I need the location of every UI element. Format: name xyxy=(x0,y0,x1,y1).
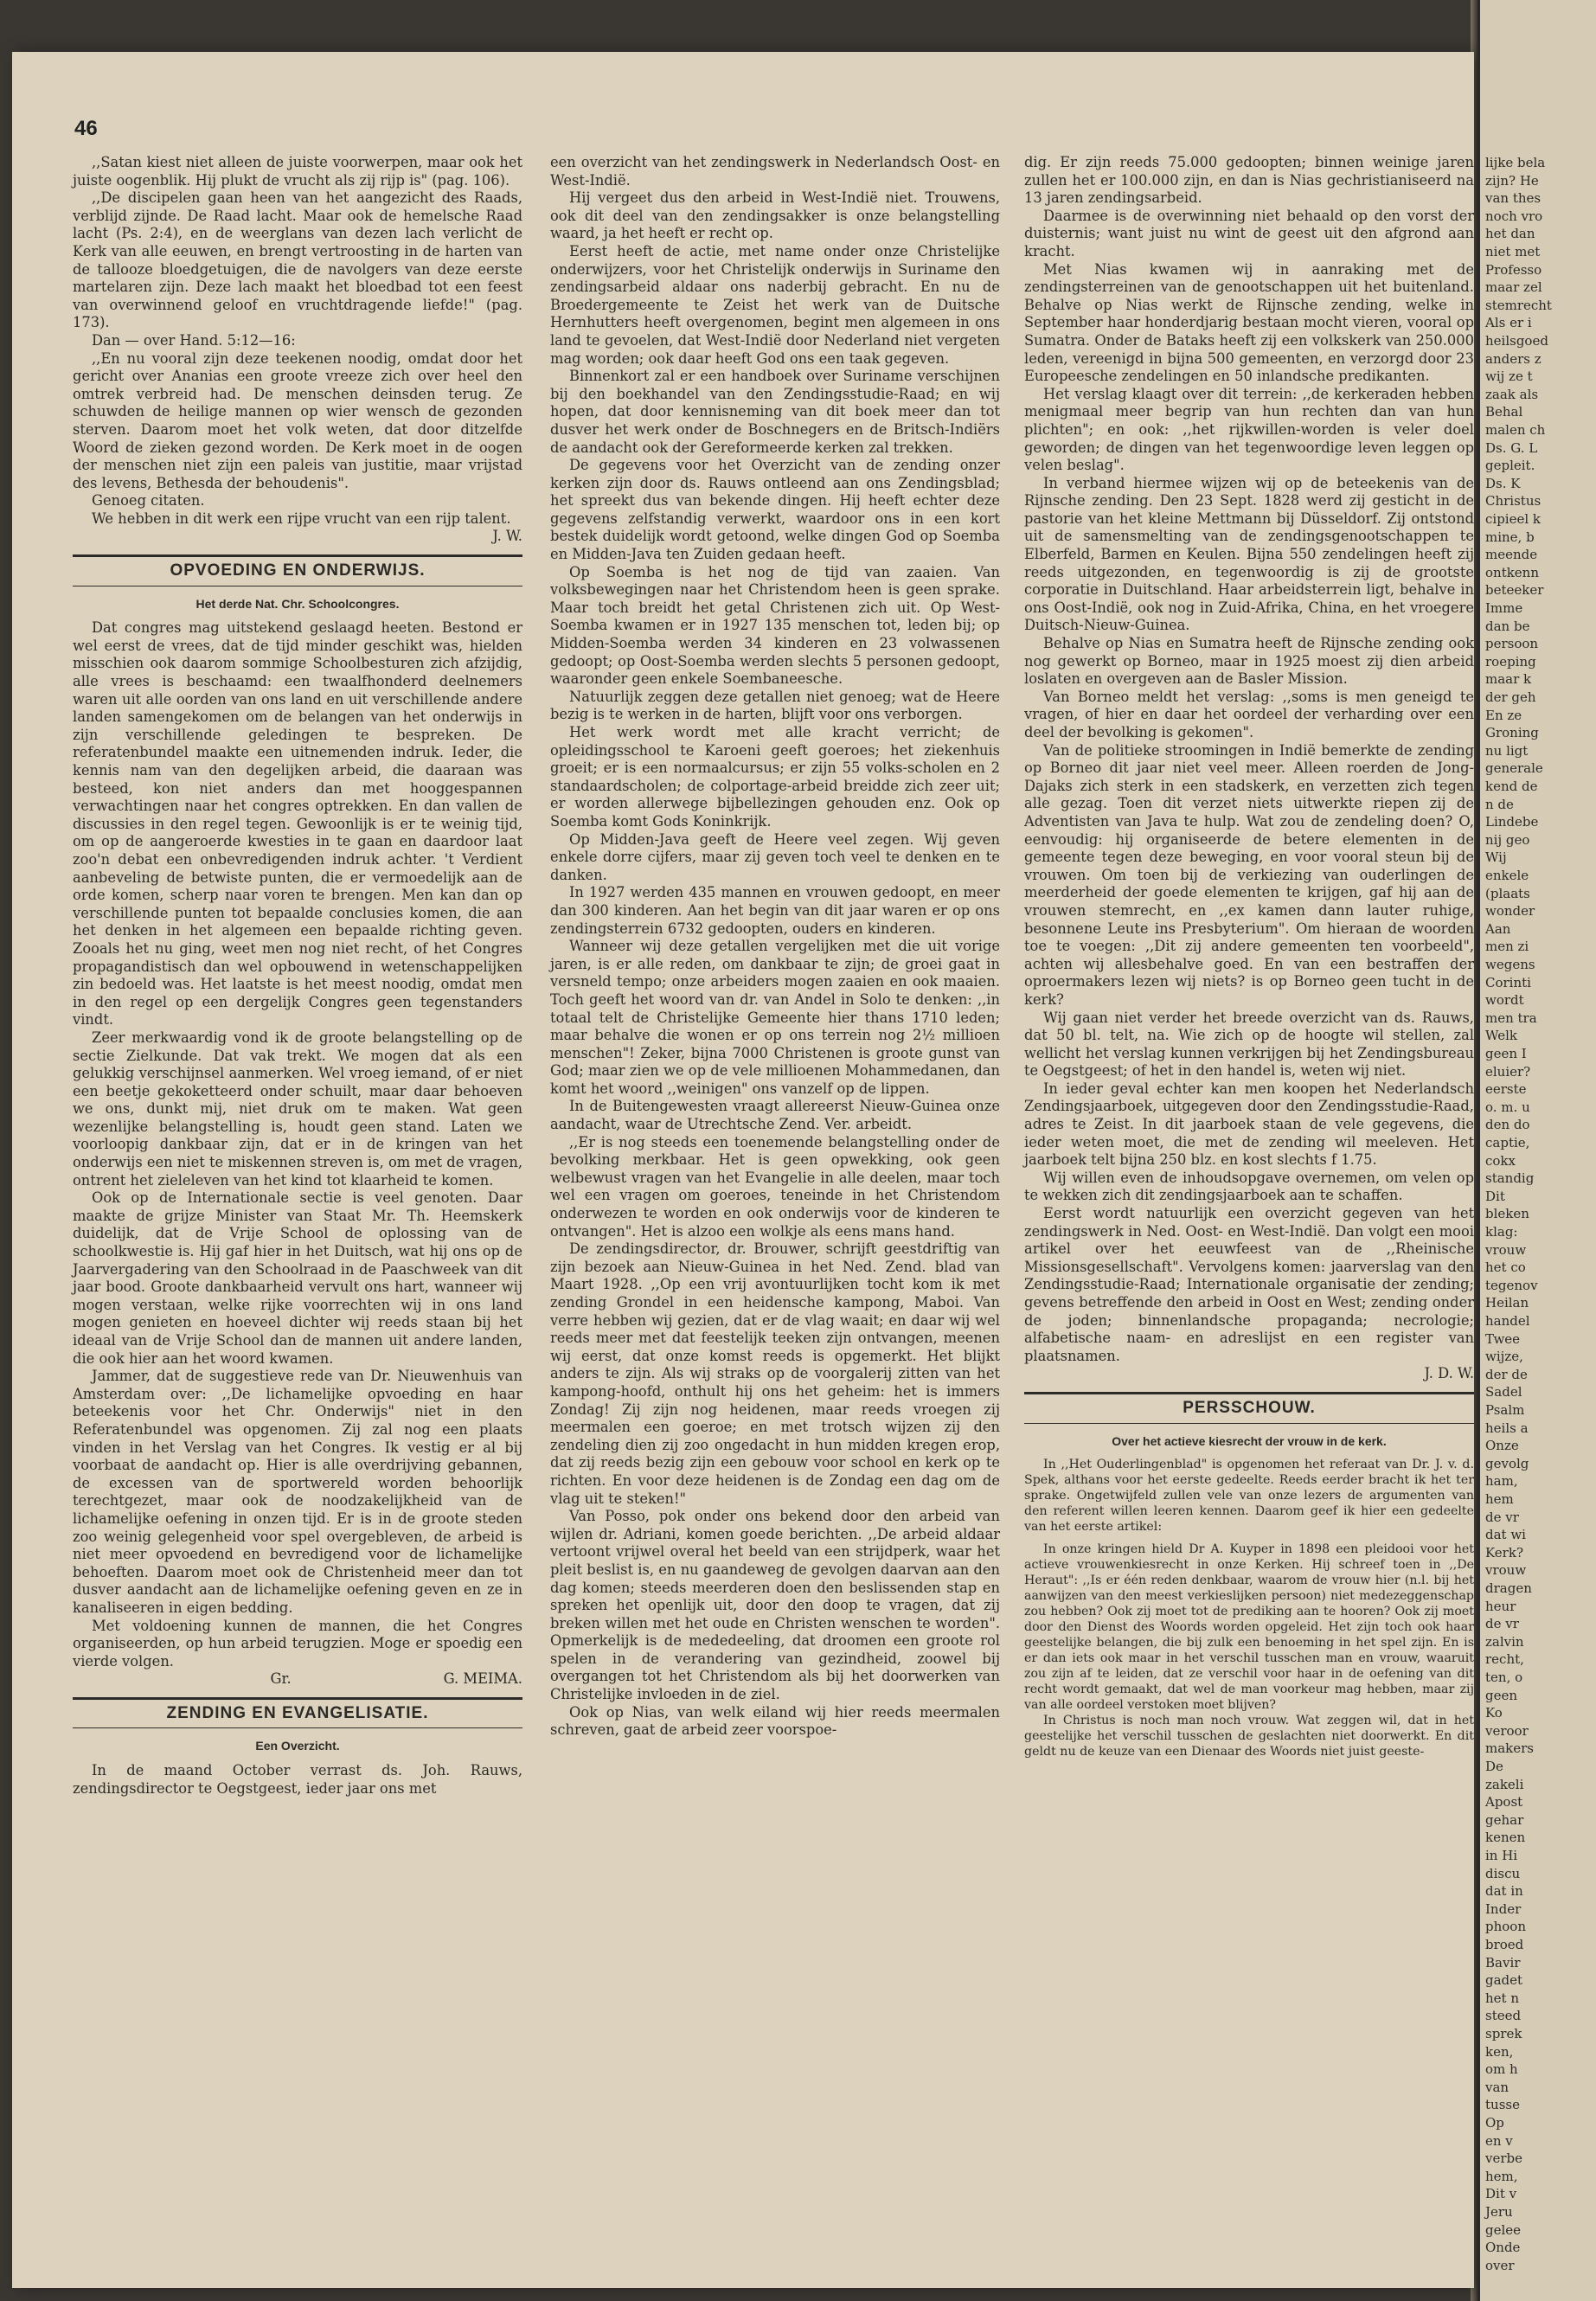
paragraph: Wij gaan niet verder het breede overzicht van ds. Rauws, dat 50 bl. telt, na. Wie zich op de hoogte wil stellen, zal wellicht het verslag kunnen verkrijgen bij het Zendingsbureau te Oegstgeest; of het in den handel is, weten wij niet. xyxy=(1024,1009,1474,1080)
adjacent-page-fragment: heils a xyxy=(1485,1420,1529,1436)
paragraph: Zeer merkwaardig vond ik de groote belangstelling op de sectie Zielkunde. Dat vak trekt. We mogen dat als een gelukkig verschijnsel aanmerken. Wel vroeg iemand, of er niet een beetje gekoketteerd onder schuilt, maar daar behoeven we ons, dunkt mij, niet druk om te maken. Wat geen wezenlijke belangstelling is, houdt geen stand. Laten we voorloopig dankbaar zijn, dat er in de kringen van het onderwijs een niet te miskennen streven is, om met de vragen, ontrent het zieleleven van het kind tot klaarheid te komen. xyxy=(73,1029,522,1189)
adjacent-page-fragment: wegens xyxy=(1485,957,1535,972)
adjacent-page-fragment: zaak als xyxy=(1485,386,1539,402)
adjacent-page-fragment: eluier? xyxy=(1485,1063,1531,1080)
quoted-paragraph: In onze kringen hield Dr A. Kuyper in 1898 een pleidooi voor het actieve vrouwenkiesrecht in onze Kerken. Hij schreef toen in ,,De Heraut": ,,Is er één reden denkbaar, waarom de vrouw hier (n.l. bij het aanwijzen van den meest verkieslijken persoon) niet medezeggenschap zou hebben? Ook zij moet tot de prediking aan te hooren? Ook zij moet door den Dienst des Woords worden opgeleid. Het zijn toch ook haar geestelijke belangen, die bij zulk een benoeming in het spel zijn. En is er dan iets ook maar in het verschil tusschen man en vrouw, waaruit zou zijn af te leiden, dat ze verschil voor haar in de oefening van dit recht wordt gemaakt, dat wel de man voorkeur mag hebben, maar zij van alle oordeel verstoken moet blijven? xyxy=(1024,1542,1474,1713)
adjacent-page-fragment: Christus xyxy=(1485,493,1542,510)
paragraph: In verband hiermee wijzen wij op de beteekenis van de Rijnsche zending. Den 23 Sept. 1828 werd zij gesticht in de pastorie van het kleine Mettmann bij Düsseldorf. Zij ontstond uit de samensmelting van de zendingsgenootschappen te Elberfeld, Barmen en Keulen. Bijna 550 zendelingen heeft zij reeds uitgezonden, en tegenwoordig is zij de grootste corporatie in Duitschland. Haar arbeidsterrein ligt, behalve in ons Oost-Indië, ook nog in Zuid-Afrika, China, en het vroegere Duitsch-Nieuw-Guinea. xyxy=(1024,474,1474,634)
adjacent-page-fragment: Psalm xyxy=(1485,1402,1525,1418)
adjacent-page-fragment: ken, xyxy=(1485,2043,1514,2060)
adjacent-page-fragment: wij ze t xyxy=(1485,369,1533,385)
paragraph: We hebben in dit werk een rijpe vrucht van een rijp talent. xyxy=(92,510,511,527)
column-middle xyxy=(550,154,1000,1740)
adjacent-page-fragment: de vr xyxy=(1485,1509,1519,1525)
paragraph: In 1927 werden 435 mannen en vrouwen gedoopt, en meer dan 300 kinderen. Aan het begin van dit jaar waren er op ons zendingsterrein 6732 gedoopten, ouders en kinderen. xyxy=(550,884,1000,937)
adjacent-page-fragment: wijze, xyxy=(1485,1349,1523,1365)
author-signature: Gr. G. MEIMA. xyxy=(270,1670,522,1688)
adjacent-page-fragment: wonder xyxy=(1485,903,1535,920)
paragraph: Jammer, dat de suggestieve rede van Dr. Nieuwenhuis van Amsterdam over: ,,De lichamelijke opvoeding en haar beteekenis voor het Chr. Onderwijs" niet in den Referatenbundel was opgenomen. Zij zal nog een plaats vinden in het Verslag van het Congres. Ik vestig er al bij voorbaat de aandacht op. Hier is alle overdrijving gebannen, de excessen van de sportwereld worden behoorlijk terechtgezet, maar ook de noodzakelijkheid van de lichamelijke oefening in onzen tijd. Er is in de groote steden zoo weinig gelegenheid voor spel overgebleven, de arbeid is niet meer opvoedend en bevredigend voor de lichamelijke behoeften. Daarom moet ook de Christenheid meer dan tot dusver aandacht aan de lichamelijke oefening geven en ze in kanaliseeren in eigen bedding. xyxy=(73,1368,522,1616)
section-heading-persschouw: PERSSCHOUW. xyxy=(1183,1398,1316,1417)
adjacent-page-fragment: enkele xyxy=(1485,868,1529,883)
paragraph: Daarmee is de overwinning niet behaald op den vorst der duisternis; want juist nu wint de geest uit den afgrond aan kracht. xyxy=(1024,207,1474,260)
paragraph: Natuurlijk zeggen deze getallen niet genoeg; wat de Heere bezig is te werken in de harten, blijft voor ons verborgen. xyxy=(550,688,1000,723)
adjacent-page-fragment: tusse xyxy=(1485,2097,1520,2113)
paragraph: Op Soemba is het nog de tijd van zaaien. Van volksbewegingen naar het Christendom heen is geen sprake. Maar toch breidt het getal Christenen zich uit. Op West-Soemba kwamen er in 1927 135 menschen tot, leden bij; op Midden-Soemba werden 34 kinderen en 23 volwassenen gedoopt; op Oost-Soemba werden slechts 5 personen gedoopt, waaronder geen enkele Soembaneesche. xyxy=(550,563,1000,688)
paragraph: een overzicht van het zendingswerk in Nederlandsch Oost- en West-Indië. xyxy=(550,154,1000,189)
adjacent-page-fragment: Ds. K xyxy=(1485,475,1521,491)
paragraph: In ,,Het Ouderlingenblad" is opgenomen het referaat van Dr. J. v. d. Spek, althans voor het eerste gedeelte. Reeds eerder bracht ik het ter sprake. Ongetwijfeld zullen vele van onze lezers de argumenten van den referent willen leeren kennen. Daarom geef ik hier een gedeelte van het eerste artikel: xyxy=(1024,1458,1474,1535)
adjacent-page-fragment: Welk xyxy=(1485,1028,1517,1044)
adjacent-page-fragment: tegenov xyxy=(1485,1277,1538,1293)
adjacent-page-fragment: lijke bela xyxy=(1485,155,1546,170)
section-heading-zending: ZENDING EN EVANGELISATIE. xyxy=(166,1703,429,1722)
adjacent-page-fragment: gevolg xyxy=(1485,1455,1529,1471)
adjacent-page-fragment: bleken xyxy=(1485,1206,1529,1222)
page-number: 46 xyxy=(74,117,98,140)
author-signature: J. W. xyxy=(492,528,522,545)
adjacent-page-fragment: van thes xyxy=(1485,190,1542,207)
paragraph: De gegevens voor het Overzicht van de zending onzer kerken zijn door ds. Rauws ontleend aan ons Zendingsblad; het spreekt dus van bekende dingen. Hij heeft echter deze gegevens zelfstandig verwerkt, waardoor ons in een kort bestek duidelijk wordt getoond, welke dingen God op Soemba en Midden-Java ten Zuiden gedaan heeft. xyxy=(550,457,1000,563)
paragraph: Genoeg citaten. xyxy=(92,492,205,510)
adjacent-page-fragment: En ze xyxy=(1485,707,1522,723)
section-rule xyxy=(1024,1392,1474,1394)
paragraph: Met Nias kwamen wij in aanraking met de zendingsterreinen van de genootschappen uit het buitenland. Behalve op Nias werkt de Rijnsche zending, welke in September haar honderdjarig bestaan mocht vieren, vooral op Sumatra. Onder de Bataks heeft zij een volkskerk van 250.000 leden, vereenigd in bijna 500 gemeenten, en verzorgd door 23 Europeesche zendelingen en 50 inlandsche predikanten. xyxy=(1024,260,1474,385)
adjacent-page-fragment: van xyxy=(1485,2079,1509,2095)
paragraph: Ook op de Internationale sectie is veel genoten. Daar maakte de grijze Minister van Staat Mr. Th. Heemskerk duidelijk, dat de Vrije School de oplossing van de schoolkwestie is. Hij gaf hier in het Duitsch, wat hij ons op de Jaarvergadering van den Schoolraad in de Paaschweek van dit jaar bood. Groote dankbaarheid vervult ons hart, wanneer wij mogen verstaan, welke rijke voorrechten wij in ons land mogen genieten en hoeveel dichter wij reeds staan bij het ideaal van de Vrije School dan de mannen uit andere landen, die ook hier aan het woord kwamen. xyxy=(73,1189,522,1367)
adjacent-page-fragment: den do xyxy=(1485,1117,1530,1133)
adjacent-page-fragment: cipieel k xyxy=(1485,511,1542,527)
adjacent-page-fragment: hem xyxy=(1485,1491,1514,1507)
adjacent-page-fragment: heur xyxy=(1485,1598,1516,1614)
paragraph: Behalve op Nias en Sumatra heeft de Rijnsche zending ook nog gewerkt op Borneo, maar in 1925 moest zij dien arbeid loslaten en overgeven aan de Basler Mission. xyxy=(1024,635,1474,688)
adjacent-page-fragment: dat wi xyxy=(1485,1527,1526,1543)
adjacent-page-fragment: vrouw xyxy=(1485,1241,1527,1258)
adjacent-page-fragment: Onde xyxy=(1485,2240,1521,2256)
adjacent-page-fragment: verbe xyxy=(1485,2150,1523,2167)
adjacent-page-fragment: standig xyxy=(1485,1170,1535,1187)
paragraph: Van Borneo meldt het verslag: ,,soms is men geneigd te vragen, of hier en daar het oordeel der verharding over een deel der bevolking is gekomen". xyxy=(1024,688,1474,740)
adjacent-page-fragment: het co xyxy=(1485,1259,1526,1276)
adjacent-page-fragment: maar zel xyxy=(1485,279,1542,296)
adjacent-page-fragment: ham, xyxy=(1485,1473,1518,1490)
adjacent-page-fragment: roeping xyxy=(1485,653,1536,670)
adjacent-page-fragment: phoon xyxy=(1485,1919,1526,1935)
adjacent-page-fragment: generale xyxy=(1485,760,1543,777)
paragraph: In ieder geval echter kan men koopen het Nederlandsch Zendingsjaarboek, uitgegeven door den Zendingsstudie-Raad, adres te Zeist. In dit jaarboek staan de vele gegevens, die ieder weten moet, die met de zending wil meeleven. Het jaarboek telt bijna 250 blz. en kost slechts f 1.75. xyxy=(1024,1080,1474,1169)
article-title-kiesrecht: Over het actieve kiesrecht der vrouw in de kerk. xyxy=(1112,1433,1387,1448)
adjacent-page-fragment: gepleit. xyxy=(1485,458,1535,474)
adjacent-page-fragment: Inder xyxy=(1485,1900,1522,1917)
adjacent-page-fragment: heilsgoed xyxy=(1485,333,1548,349)
adjacent-page-fragment: Wij xyxy=(1485,849,1507,866)
adjacent-page-fragment: en v xyxy=(1485,2132,1513,2149)
paragraph: Wij willen even de inhoudsopgave overnemen, om velen op te wekken zich dit zendingsjaarboek aan te schaffen. xyxy=(1024,1169,1474,1204)
adjacent-page-fragment: Professo xyxy=(1485,261,1542,278)
adjacent-page-fragment: kend de xyxy=(1485,779,1538,794)
adjacent-page-fragment: gadet xyxy=(1485,1972,1523,1989)
adjacent-page-fragment: klag: xyxy=(1485,1224,1518,1240)
adjacent-page-fragment: vrouw xyxy=(1485,1562,1527,1579)
adjacent-page-fragment: Op xyxy=(1485,2115,1504,2131)
quoted-paragraph: In Christus is noch man noch vrouw. Wat zeggen wil, dat in het geestelijke het verschil tusschen de geslachten niet doorwerkt. En dit geldt nu de keuze van een Dienaar des Woords niet juist geeste- xyxy=(1024,1714,1474,1759)
paragraph: ,,En nu vooral zijn deze teekenen noodig, omdat door het gericht over Ananias een groote vreeze zich over heel den omtrek verbreid had. De menschen deinsden terug. Ze schuwden de heilige mannen op wier wensch de gezonden sterven. Daarom moet het volk weten, dat door ditzelfde Woord de zieken gezond worden. De Kerk moet in de oogen der menschen niet zijn een paleis van justitie, maar vrijstad des levens, Bethesda der behoudenis". xyxy=(73,349,522,491)
adjacent-page-fragment: Twee xyxy=(1485,1330,1521,1347)
next-page-edge xyxy=(1477,0,1596,2301)
adjacent-page-fragment: Apost xyxy=(1485,1794,1523,1811)
adjacent-page-fragment: Imme xyxy=(1485,600,1523,616)
adjacent-page-fragment: mine, b xyxy=(1485,529,1535,545)
adjacent-page-fragment: Ko xyxy=(1485,1705,1503,1721)
adjacent-page-fragment: ten, o xyxy=(1485,1670,1523,1685)
adjacent-page-fragment: steed xyxy=(1485,2008,1522,2024)
adjacent-page-fragment: meende xyxy=(1485,547,1538,563)
adjacent-page-fragment: Lindebe xyxy=(1485,814,1539,830)
article-title-schoolcongres: Het derde Nat. Chr. Schoolcongres. xyxy=(195,596,400,611)
column-left xyxy=(73,154,522,1798)
adjacent-page-fragment: Behal xyxy=(1485,404,1523,420)
adjacent-page-fragment: hem, xyxy=(1485,2168,1518,2184)
adjacent-page-fragment: persoon xyxy=(1485,636,1539,652)
adjacent-page-fragment: der de xyxy=(1485,1366,1528,1382)
adjacent-page-fragment: in Hi xyxy=(1485,1848,1518,1863)
adjacent-page-fragment: het n xyxy=(1485,1990,1519,2006)
adjacent-page-fragment: veroor xyxy=(1485,1722,1529,1739)
adjacent-page-fragment: maar k xyxy=(1485,671,1532,688)
adjacent-page-fragment: geen xyxy=(1485,1687,1518,1703)
adjacent-page-fragment: (plaats xyxy=(1485,885,1530,901)
adjacent-page-fragment: Dit xyxy=(1485,1188,1505,1204)
adjacent-page-fragment: n de xyxy=(1485,796,1514,812)
author-signature: J. D. W. xyxy=(1424,1365,1474,1382)
paragraph: In de Buitengewesten vraagt allereerst Nieuw-Guinea onze aandacht, waar de Utrechtsche Zend. Ver. arbeidt. xyxy=(550,1098,1000,1133)
paragraph: Met voldoening kunnen de mannen, die het Congres organiseerden, op hun arbeid terugzien. Moge er spoedig een vierde volgen. xyxy=(73,1617,522,1670)
adjacent-page-fragment: dat in xyxy=(1485,1883,1523,1900)
adjacent-page-fragment: Onze xyxy=(1485,1438,1519,1454)
adjacent-page-fragment: malen ch xyxy=(1485,422,1546,438)
adjacent-page-fragment: discu xyxy=(1485,1865,1521,1881)
column-right xyxy=(1024,154,1474,1759)
adjacent-page-fragment: makers xyxy=(1485,1740,1535,1757)
paragraph: Wanneer wij deze getallen vergelijken met die uit vorige jaren, is er alle reden, om dankbaar te zijn; de groei gaat in versneld tempo; onze arbeiders mogen zaaien en ook maaien. Toch geeft het woord van dr. van Andel in Solo te denken: ,,in totaal telt de Christelijke Gemeente hier thans 1710 leden; maar behalve die wonen er op ons terrein nog 2½ millioen menschen"! Zeker, bijna 7000 Christenen is groote gunst van God; maar zien we op de vele millioenen Mohammedanen, dan komt het woord ,,weinigen" ons vanzelf op de lippen. xyxy=(550,938,1000,1097)
adjacent-page-fragment: nu ligt xyxy=(1485,742,1529,759)
paragraph: Dan — over Hand. 5:12—16: xyxy=(92,331,296,349)
paragraph: In de maand October verrast ds. Joh. Rauws, zendingsdirector te Oegstgeest, ieder jaar ons met xyxy=(73,1762,522,1797)
article-title-overzicht: Een Overzicht. xyxy=(255,1739,340,1753)
paragraph: ,,Satan kiest niet alleen de juiste voorwerpen, maar ook het juiste oogenblik. Hij plukt de vrucht als zij rijp is" (pag. 106). xyxy=(73,154,522,189)
adjacent-page-fragment: De xyxy=(1485,1759,1503,1774)
adjacent-page-fragment: noch vro xyxy=(1485,208,1543,224)
paragraph: Van de politieke stroomingen in Indië bemerkte de zending op Borneo dit jaar niet veel meer. Alleen roerden de Jong-Dajaks zich sterk in een stadskerk, en verzetten zich tegen alle gezag. Toen dit verzet niets uitwerkte riepen zij de Adventisten van Java te hulp. Wat zou de zendeling doen? O, eenvoudig: hij organiseerde de betere elementen in de gemeente tegen deze beweging, en voor vooral steun bij de vrouwen. Om toen bij de verkiezing van ouderlingen de meerderheid der goede elementen te krijgen, gaf hij aan de vrouwen stemrecht, en ,,ex kamen dann lauter ruhige, besonnene Leute ins Presbyterium". Om hieraan de woorden toe te voegen: ,,Dit zij andere gemeenten ten voorbeeld", achten wij allesbehalve goed. En van een bestraffen der oproermakers lezen wij niets? is op Borneo geen tucht in de kerk? xyxy=(1024,741,1474,1008)
adjacent-page-fragment: men zi xyxy=(1485,939,1529,955)
paragraph: Op Midden-Java geeft de Heere veel zegen. Wij geven enkele dorre cijfers, maar zij geven toch veel te denken en te danken. xyxy=(550,830,1000,883)
adjacent-page-fragment: zalvin xyxy=(1485,1633,1524,1650)
adjacent-page-fragment: der geh xyxy=(1485,689,1536,705)
adjacent-page-fragment: kenen xyxy=(1485,1830,1526,1846)
paragraph: ,,De discipelen gaan heen van het aangezicht des Raads, verblijd zijnde. De Raad lacht. Maar ook de hemelsche Raad lacht (Ps. 2:4), en de weerglans van dezen lach verlicht de Kerk van alle eeuwen, en brengt vertroosting in de harten van de tallooze bloedgetuigen, die de navolgers van deze eerste martelaren zijn. Deze lach maakt het bloedbad tot een feest van overwinnend geloof en vruchtdragende liefde!" (pag. 173). xyxy=(73,189,522,331)
adjacent-page-fragment: over xyxy=(1485,2257,1515,2273)
adjacent-page-fragment: dragen xyxy=(1485,1580,1532,1596)
paragraph: Dat congres mag uitstekend geslaagd heeten. Bestond er wel eerst de vrees, dat de tijd minder geschikt was, hielden misschien ook daarom sommige Schoolbesturen zich afzijdig, alle vrees is beschaamd: een twaalfhonderd deelnemers waren uit alle oorden van ons land en uit verschillende andere landen samengekomen om de belangen van het onderwijs in zijn verschillende geledingen te bespreken. De referatenbundel maakte een uitnemenden indruk. Ieder, die kennis nam van den degelijken arbeid, die daaraan was besteed, kon niet anders dan met hooggespannen verwachtingen naar het congres optrekken. En dan vallen de discussies in den regel tegen. Gewoonlijk is er te weinig tijd, om op de aangeroerde kwesties in te gaan en daardoor laat zoo'n debat een onbevredigenden indruk achter. 't Verdient aanbeveling de betwiste punten, die er vermoedelijk aan de orde komen, scherp naar voren te brengen. Men kan dan op verschillende punten tot bepaalde conclusies komen, die aan het denken in het algemeen een bepaalde richting geven. Zooals het nu ging, weet men nog niet recht, of het Congres propagandistisch dan wel opbouwend in wetenschappelijken zin bedoeld was. Het laatste is het meest noodig, omdat men in den regel op een dergelijk Congres geen tegenstanders vindt. xyxy=(73,619,522,1029)
paragraph: Binnenkort zal er een handboek over Suriname verschijnen bij den boekhandel van den Zendingsstudie-Raad; en wij hopen, dat door kennisneming van dit boek meer dan tot dusver het werk onder de Boschnegers en de Britsch-Indiërs de aandacht ook der Gereformeerde kerken zal trekken. xyxy=(550,368,1000,456)
paragraph: dig. Er zijn reeds 75.000 gedoopten; binnen weinige jaren zullen het er 100.000 zijn, en dan is Nias gechristianiseerd na 13 jaren zendingsarbeid. xyxy=(1024,154,1474,207)
paragraph: Het verslag klaagt over dit terrein: ,,de kerkeraden hebben menigmaal meer begrip van hun rechten dan van hun plichten"; en ook: ,,het rijkwillen-worden is veler doel geworden; de dingen van het tegenwoordige leven leggen op velen beslag". xyxy=(1024,385,1474,474)
adjacent-page-fragment: Ds. G. L xyxy=(1485,439,1538,456)
paragraph: Ook op Nias, van welk eiland wij hier reeds meermalen schreven, gaat de arbeid zeer voorspoe- xyxy=(550,1703,1000,1739)
adjacent-page-fragment: gelee xyxy=(1485,2221,1522,2238)
adjacent-page-fragment: wordt xyxy=(1485,992,1524,1009)
adjacent-page-fragment: anders z xyxy=(1485,350,1542,367)
adjacent-page-fragment: Als er i xyxy=(1485,315,1532,331)
adjacent-page-fragment: eerste xyxy=(1485,1081,1527,1098)
adjacent-page-fragment: Groning xyxy=(1485,725,1539,741)
adjacent-page-fragment: o. m. u xyxy=(1485,1099,1530,1115)
paragraph: ,,Er is nog steeds een toenemende belangstelling onder de bevolking merkbaar. Het is geen opwekking, ook geen welbewust vragen van het Evangelie in alle deelen, maar toch wel een vragen om goeroes, teneinde in het Christendom onderwezen te worden en ook onderwijs voor de kinderen te ontvangen". Het is alzoo een wolkje als eens mans hand. xyxy=(550,1133,1000,1240)
adjacent-page-fragment: Kerk? xyxy=(1485,1544,1523,1561)
adjacent-page-fragment: niet met xyxy=(1485,244,1541,260)
adjacent-page-fragment: gehar xyxy=(1485,1811,1524,1828)
adjacent-page-fragment: beteeker xyxy=(1485,582,1544,599)
adjacent-page-fragment: ontkenn xyxy=(1485,564,1540,580)
adjacent-page-fragment: cokx xyxy=(1485,1152,1516,1169)
adjacent-page-fragment: zakeli xyxy=(1485,1776,1524,1792)
adjacent-page-fragment: captie, xyxy=(1485,1135,1530,1150)
adjacent-page-fragment: men tra xyxy=(1485,1009,1537,1026)
adjacent-page-fragment: sprek xyxy=(1485,2026,1522,2041)
section-rule xyxy=(1024,1423,1474,1424)
adjacent-page-fragment: nij geo xyxy=(1485,831,1530,848)
paragraph: Eerst heeft de actie, met name onder onze Christelijke onderwijzers, voor het Christelijk onderwijs in Suriname den zendingsarbeid aldaar ons naderbij gebracht. En nu de Broedergemeente te Zeist het werk van de Duitsche Hernhutters heeft overgenomen, begint men algemeen in ons land te gevoelen, dat West-Indië door Nederland niet vergeten mag worden; ook daar heeft God ons een taak gegeven. xyxy=(550,242,1000,367)
adjacent-page-fragment: de vr xyxy=(1485,1616,1519,1632)
section-rule xyxy=(73,1697,522,1700)
adjacent-page-fragment: zijn? He xyxy=(1485,172,1539,189)
section-rule xyxy=(73,1727,522,1728)
adjacent-page-fragment: Aan xyxy=(1485,920,1511,937)
paragraph: Het werk wordt met alle kracht verricht; de opleidingsschool te Karoeni geeft goeroes; het ziekenhuis groeit; er is een normaalcursus; er zijn 55 volks-scholen en 2 standaardscholen; de colportage-arbeid breidde zich zeer uit; er worden allerwege bijbellezingen gehouden enz. Ook op Soemba komt Gods Koninkrijk. xyxy=(550,724,1000,830)
adjacent-page-fragment: Bavir xyxy=(1485,1954,1521,1971)
paragraph: De zendingsdirector, dr. Brouwer, schrijft geestdriftig van zijn bezoek aan Nieuw-Guinea in het Ned. Zend. blad van Maart 1928. ,,Op een vrij avontuurlijken tocht kom ik met zending Grondel in een heidensche kampong, Maboi. Van verre hebben wij gezien, dat er de vlag waait; en daar wij wel reeds meer met dat feestelijk teeken zijn ontvangen, meenen wij eerst, dat onze komst reeds is opgemerkt. Het blijkt anders te zijn. Als wij straks op de voorgalerij zitten van het kampong-hoofd, onthult hij ons het geheim: het is immers Zondag! Zij zijn nog heidenen, maar reeds vroegen zij meermalen een goeroe; en met trotsch wijzen zij den zendeling dien zij zoo ongedacht in hun midden kregen erop, dat zij reeds bezig zijn een gebouw voor school en kerk op te richten. En voor deze heidenen is de Zondag een dag om de vlag uit te steken!" xyxy=(550,1240,1000,1507)
paragraph: Eerst wordt natuurlijk een overzicht gegeven van het zendingswerk in Ned. Oost- en West-Indië. Dan volgt een mooi artikel over het eeuwfeest van de ,,Rheinische Missionsgesellschaft". Vervolgens komen: jaarverslag van den Zendingsstudie-Raad; Internationale organisatie der zending; gevens betreffende den arbeid in Oost en West; zending onder de joden; binnenlandsche propaganda; necrologie; alfabetische naam- en adreslijst en een register van plaatsnamen. xyxy=(1024,1205,1474,1364)
section-heading-opvoeding: OPVOEDING EN ONDERWIJS. xyxy=(170,561,426,580)
adjacent-page-fragment: handel xyxy=(1485,1313,1530,1329)
adjacent-page-fragment: Dit v xyxy=(1485,2186,1517,2202)
adjacent-page-fragment: dan be xyxy=(1485,618,1530,634)
adjacent-page-fragment: broed xyxy=(1485,1937,1524,1952)
paragraph: Hij vergeet dus den arbeid in West-Indië niet. Trouwens, ook dit deel van den zendingsakker is onze belangstelling waard, ja het heeft er recht op. xyxy=(550,189,1000,242)
adjacent-page-fragment: recht, xyxy=(1485,1651,1524,1668)
adjacent-page-fragment: Heilan xyxy=(1485,1295,1529,1311)
adjacent-page-fragment: Corinti xyxy=(1485,974,1531,990)
adjacent-page-fragment: geen I xyxy=(1485,1046,1527,1061)
adjacent-page-fragment: het dan xyxy=(1485,226,1535,242)
adjacent-page-fragment: stemrecht xyxy=(1485,297,1552,313)
section-rule xyxy=(73,554,522,557)
adjacent-page-fragment: Jeru xyxy=(1485,2204,1513,2220)
paragraph: Van Posso, pok onder ons bekend door den arbeid van wijlen dr. Adriani, komen goede berichten. ,,De arbeid aldaar vertoont vrijwel overal het beeld van een strijdperk, waar het pleit beslist is, en nu gaandeweg de gevolgen daarvan aan den dag komen; steeds meerderen doen den beslissenden stap en spreken het openlijk uit, door den doop te vragen, dat zij breken willen met het oude en Christen wenschen te worden". Opmerkelijk is de mededeeling, dat droomen een groote rol spelen in de verandering van gezindheid, zoowel bij overgangen tot het Christendom als bij het doorwerken van Christelijke invloeden in de ziel. xyxy=(550,1508,1000,1703)
adjacent-page-fragment: om h xyxy=(1485,2061,1518,2078)
adjacent-page-fragment: Sadel xyxy=(1485,1384,1522,1400)
newspaper-page xyxy=(12,52,1474,2288)
